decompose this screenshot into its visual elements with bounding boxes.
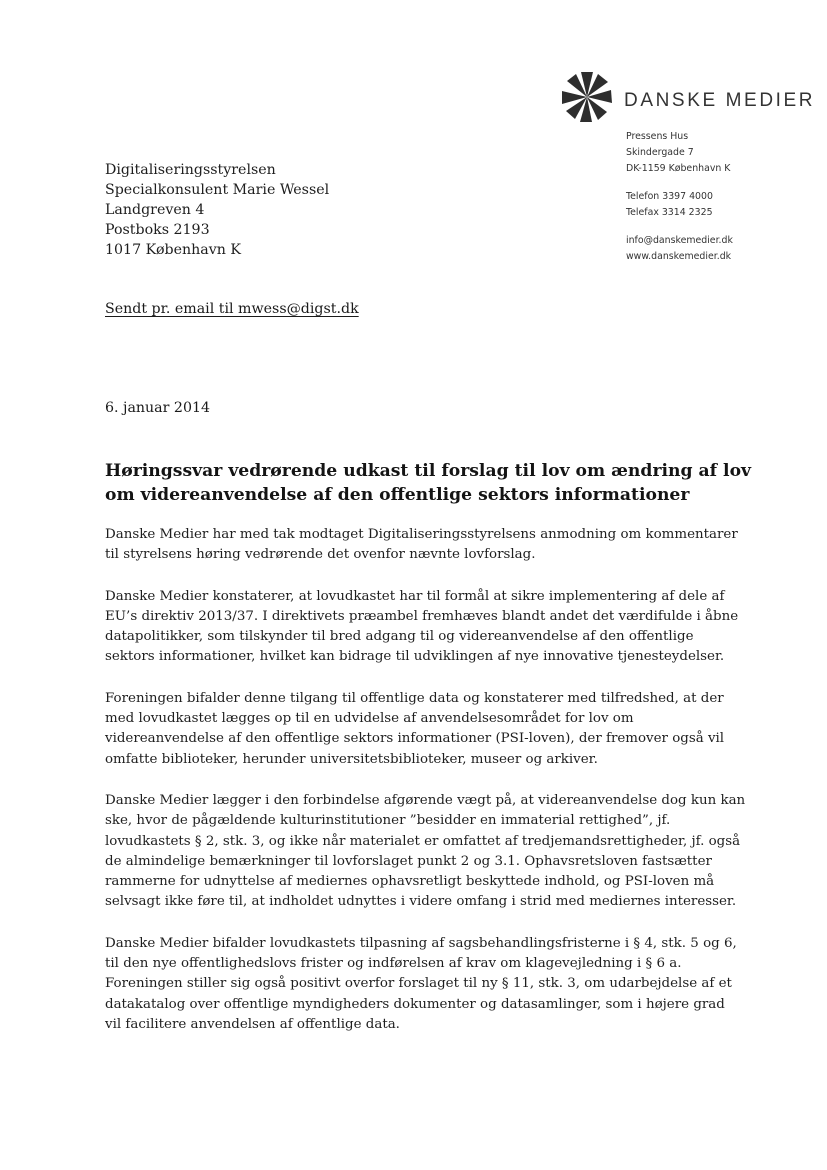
sender-address-block [626,129,733,265]
recipient-line: Landgreven 4 [105,202,205,218]
body-line: Foreningen bifalder denne tilgang til offentlige data og konstaterer med tilfredshed, at der [105,690,724,706]
sender-address-line: Skindergade 7 [626,147,694,158]
letter-title [105,459,755,507]
letter-body [105,525,745,1056]
body-line: vil facilitere anvendelsen af offentlige data. [105,1016,400,1032]
body-line: selvsagt ikke føre til, at indholdet udnyttes i videre omfang i strid med mediernes interesser. [105,894,737,910]
body-line: sektors informationer, hvilket kan bidrage til udviklingen af nye innovative tjenesteydelser. [105,649,725,665]
body-line: Danske Medier bifalder lovudkastets tilpasning af sagsbehandlingsfristerne i § 4, stk. 5 og 6, [105,935,737,951]
recipient-address-block [105,160,329,260]
sender-fax: Telefax 3314 2325 [626,207,713,218]
body-paragraph [105,689,745,770]
sender-address-line: Pressens Hus [626,131,689,142]
sender-phone: Telefon 3397 4000 [626,191,713,202]
sender-address-line: DK-1159 København K [626,163,731,174]
body-line: med lovudkastet lægges op til en udvidelse af anvendelsesområdet for lov om [105,711,634,727]
body-line: de almindelige bemærkninger til lovforslaget punkt 2 og 3.1. Ophavsretsloven fastsætter [105,853,712,869]
body-line: omfatte biblioteker, herunder universitetsbiblioteker, museer og arkiver. [105,751,598,767]
sent-by-email-note: Sendt pr. email til mwess@digst.dk [105,301,359,317]
recipient-line: 1017 København K [105,242,241,258]
sender-website-link[interactable]: www.danskemedier.dk [626,251,732,262]
sender-email-link[interactable]: info@danskemedier.dk [626,235,733,246]
body-line: ske, hvor de pågældende kulturinstitutioner ”besidder en immaterial rettighed”, jf. [105,813,671,829]
body-line: videreanvendelse af den offentlige sektors informationer (PSI-loven), der fremover også vil [105,731,725,747]
title-line: om videreanvendelse af den offentlige sektors informationer [105,485,690,505]
body-paragraph [105,525,745,566]
logo-wordmark: DANSKE MEDIER [624,90,816,111]
body-line: Foreningen stiller sig også positivt overfor forslaget til ny § 11, stk. 3, om udarbejdelse af et [105,976,732,992]
body-line: rammerne for udnyttelse af mediernes ophavsretligt beskyttede indhold, og PSI-loven må [105,874,715,890]
recipient-line: Digitaliseringsstyrelsen [105,162,276,178]
body-line: lovudkastets § 2, stk. 3, og ikke når materialet er omfattet af tredjemandsrettigheder, jf. også [105,833,741,849]
body-line: datakatalog over offentlige myndigheders dokumenter og datasamlinger, som i højere grad [105,996,725,1012]
body-line: til styrelsens høring vedrørende det ovenfor nævnte lovforslag. [105,547,536,563]
danske-medier-star-icon [560,70,614,124]
body-line: Danske Medier har med tak modtaget Digitaliseringsstyrelsens anmodning om kommentarer [105,527,738,542]
letter-date: 6. januar 2014 [105,400,211,416]
body-line: til den nye offentlighedslovs frister og indførelsen af krav om klagevejledning i § 6 a. [105,956,682,972]
recipient-line: Specialkonsulent Marie Wessel [105,182,330,198]
recipient-line: Postboks 2193 [105,222,210,238]
body-paragraph [105,934,745,1035]
body-paragraph [105,587,745,668]
danske-medier-logo [560,70,815,124]
body-line: Danske Medier konstaterer, at lovudkastet har til formål at sikre implementering af dele af [105,588,725,604]
body-line: datapolitikker, som tilskynder til bred adgang til og videreanvendelse af den offentlige [105,629,694,645]
body-line: Danske Medier lægger i den forbindelse afgørende vægt på, at videreanvendelse dog kun kan [105,792,746,808]
body-line: EU’s direktiv 2013/37. I direktivets præambel fremhæves blandt andet det værdifulde i åbne [105,608,739,624]
title-line: Høringssvar vedrørende udkast til forslag til lov om ændring af lov [105,461,752,481]
body-paragraph [105,791,745,913]
